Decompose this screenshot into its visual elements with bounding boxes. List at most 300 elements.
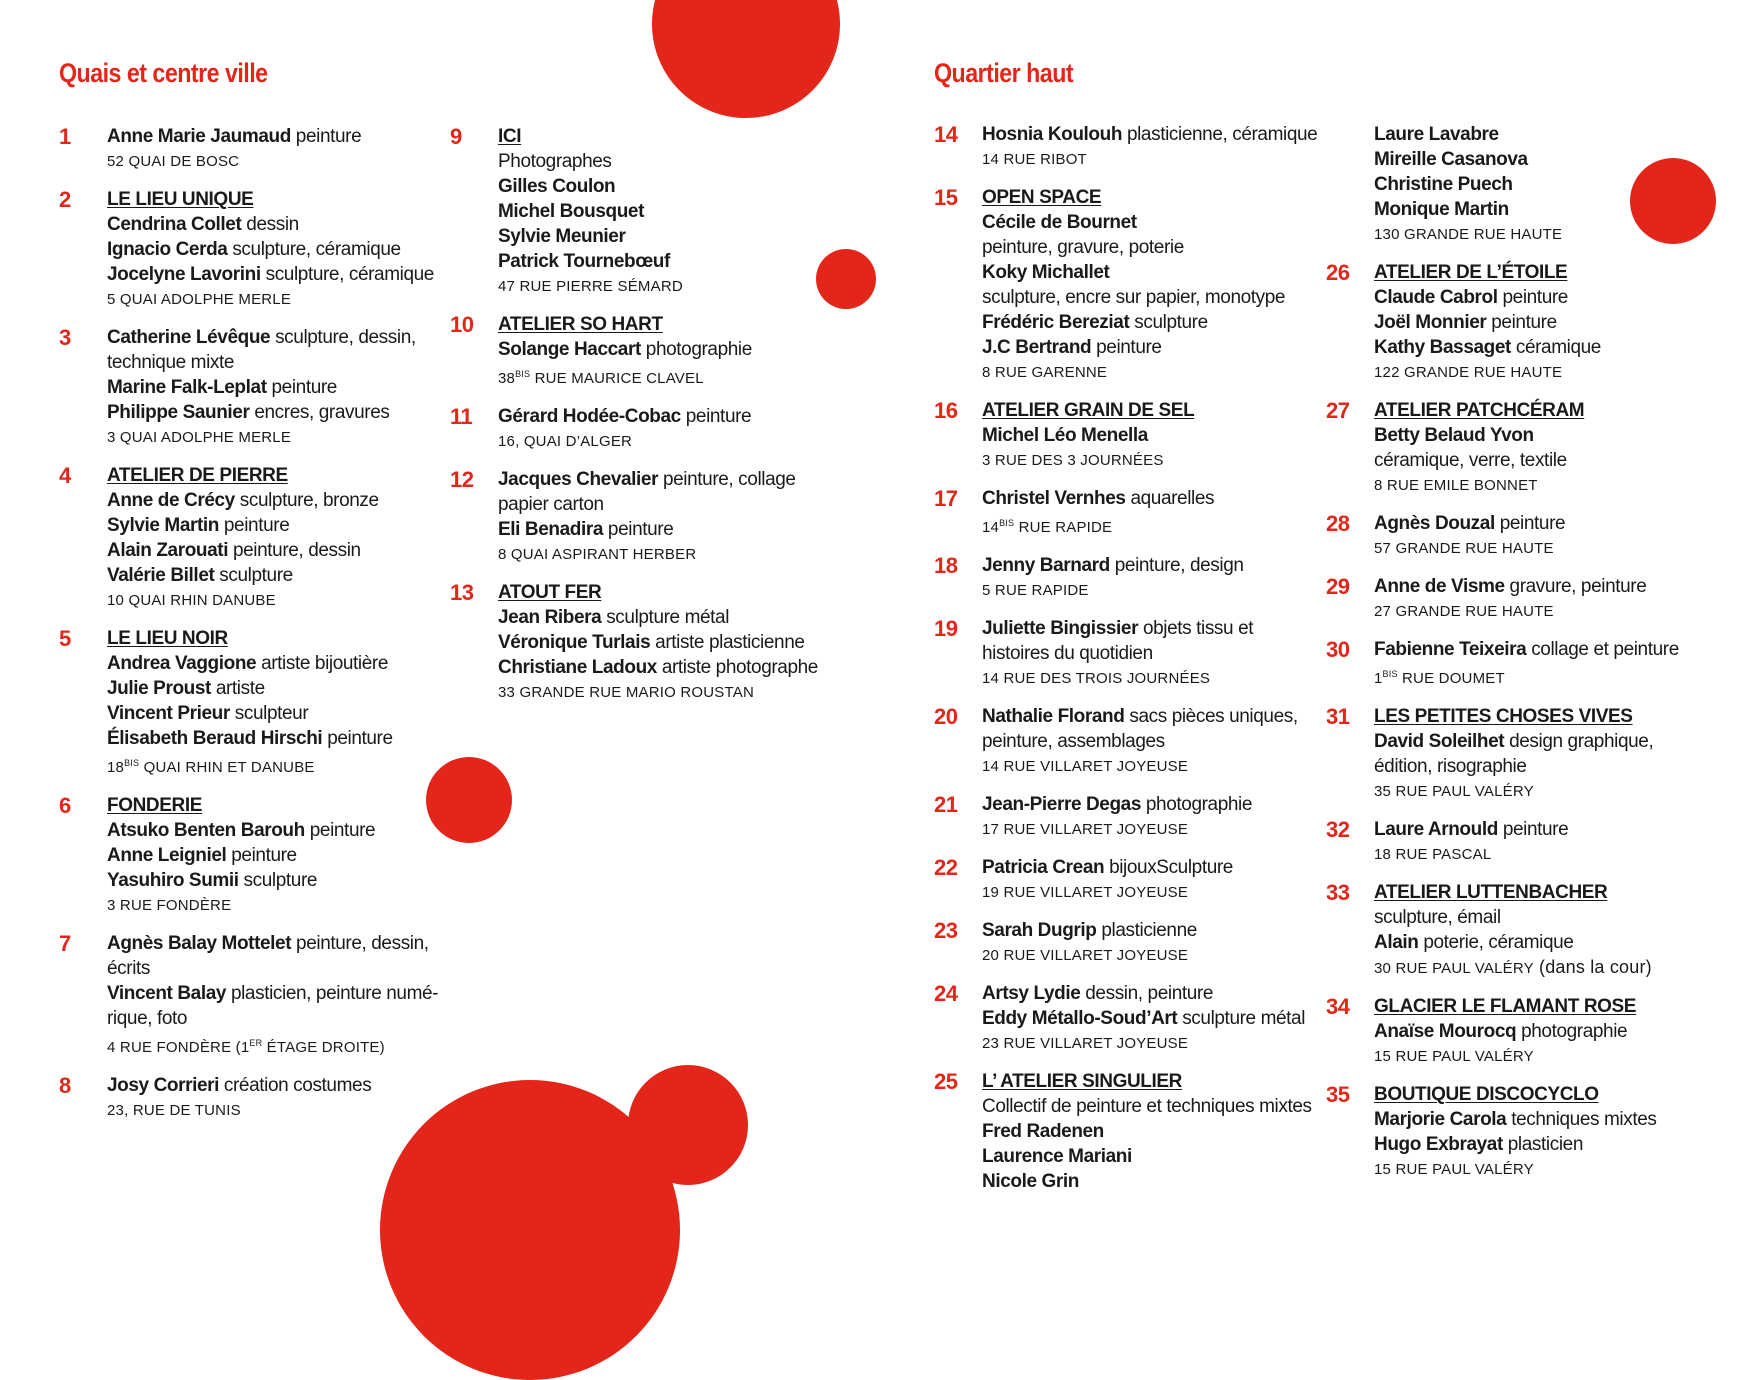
address-part: 14 [982,519,1000,536]
column-quartier-right [1326,122,1726,1195]
artist-discipline: photographie [1516,1021,1628,1042]
artist-line [982,1094,1354,1119]
address [107,287,479,312]
artist-line [982,1006,1354,1031]
artist-name: Anne Leigniel [107,845,227,866]
address-text: 3 QUAI ADOLPHE MERLE [107,429,292,446]
artist-name: Michel Léo Menella [982,425,1148,446]
artist-line [107,843,479,868]
address [498,542,870,567]
artist-discipline: peinture [603,519,674,540]
artist-name: Koky Michallet [982,262,1110,283]
artist-name: Philippe Saunier [107,402,250,423]
artist-line [982,285,1354,310]
artist-discipline: collage et peinture [1526,639,1679,660]
artist-name: Marine Falk-Leplat [107,377,267,398]
decorative-circle-top [652,0,840,118]
address-text: 35 RUE PAUL VALÉRY [1374,783,1534,800]
address [107,149,479,174]
entry-number: 19 [934,616,958,641]
artist-discipline: sculpture, dessin, [270,327,416,348]
artist-line [107,956,479,981]
entry-number: 25 [934,1069,958,1094]
artist-discipline: objets tissu et [1138,618,1254,639]
address-superscript: ER [249,1038,263,1048]
listing-entry [450,580,870,705]
artist-name: Catherine Lévêque [107,327,271,348]
address [1374,536,1726,561]
address-superscript: BIS [124,758,140,768]
address [1374,1157,1726,1182]
listing-entry [1326,574,1726,624]
address-text: 33 GRANDE RUE MARIO ROUSTAN [498,684,754,701]
artist-line [1374,172,1726,197]
artist-line [1374,905,1726,930]
entry-number: 1 [59,124,71,149]
artist-name: Atsuko Benten Barouh [107,820,305,841]
listing-entry [450,467,870,567]
entry-number: 34 [1326,994,1350,1019]
artist-discipline: aquarelles [1125,488,1215,509]
address [1374,1044,1726,1069]
artist-name: Ignacio Cerda [107,239,228,260]
address [982,817,1354,842]
address-text: 15 RUE PAUL VALÉRY [1374,1048,1534,1065]
artist-name: Cendrina Collet [107,214,242,235]
address [982,666,1354,691]
artist-discipline: peinture, gravure, poterie [982,237,1184,258]
artist-name: Monique Martin [1374,199,1509,220]
address-text: 16, QUAI D’ALGER [498,433,633,450]
artist-discipline: peinture [1494,513,1566,534]
entry-number: 30 [1326,637,1350,662]
address [1374,473,1726,498]
artist-line [107,538,479,563]
artist-line [107,350,479,375]
artist-name: Anne Marie Jaumaud [107,126,291,147]
venue-name: ATELIER GRAIN DE SEL [982,400,1195,421]
artist-name: Jacques Chevalier [498,469,659,490]
address-text: 15 RUE PAUL VALÉRY [1374,1161,1534,1178]
address-text: 8 RUE EMILE BONNET [1374,477,1538,494]
artist-discipline: sculpteur [229,703,309,724]
artist-discipline: peinture [290,126,362,147]
venue-name: ATELIER LUTTENBACHER [1374,882,1608,903]
address-text: 3 RUE DES 3 JOURNÉES [982,452,1164,469]
address [982,754,1354,779]
artist-discipline: sculpture, céramique [227,239,401,260]
artist-line [982,641,1354,666]
address [982,360,1354,385]
artist-line [982,260,1354,285]
address [1374,842,1726,867]
venue-name: ATELIER PATCHCÉRAM [1374,400,1585,421]
address [1374,779,1726,804]
address-text: 5 RUE RAPIDE [982,582,1089,599]
artist-discipline: plasticienne [1096,920,1197,941]
listing-entry [59,187,479,312]
address-text: 14 RUE VILLARET JOYEUSE [982,758,1189,775]
listing-entry [450,404,870,454]
artist-name: Agnès Douzal [1374,513,1495,534]
address [1374,599,1726,624]
venue-name: GLACIER LE FLAMANT ROSE [1374,996,1637,1017]
artist-name: Anne de Crécy [107,490,235,511]
address-text: 23 RUE VILLARET JOYEUSE [982,1035,1189,1052]
address-text: RUE RAPIDE [1014,519,1113,536]
artist-line [498,605,870,630]
listing-entry [934,792,1354,842]
artist-name: David Soleilhet [1374,731,1505,752]
artist-discipline: encres, gravures [249,402,390,423]
artist-discipline: écrits [107,958,150,979]
artist-name: Julie Proust [107,678,211,699]
artist-discipline: technique mixte [107,352,235,373]
artist-line [498,224,870,249]
artist-name: Juliette Bingissier [982,618,1139,639]
column-quais-right [450,124,870,718]
artist-line [982,616,1354,641]
address-text: 57 GRANDE RUE HAUTE [1374,540,1554,557]
listing-entry [1326,637,1726,691]
address [107,751,479,780]
artist-line [107,651,479,676]
venue-name: FONDERIE [107,795,202,816]
address [982,511,1354,540]
address-text: 130 GRANDE RUE HAUTE [1374,226,1563,243]
listing-entry [934,981,1354,1056]
listing-entry [934,855,1354,905]
entry-number: 6 [59,793,71,818]
artist-name: Kathy Bassaget [1374,337,1511,358]
entry-number: 3 [59,325,71,350]
artist-name: Joël Monnier [1374,312,1487,333]
artist-line [107,726,479,751]
artist-line [1374,729,1726,754]
artist-discipline: sculpture, bronze [234,490,379,511]
artist-discipline: peinture [1497,819,1569,840]
artist-discipline: peinture, assemblages [982,731,1165,752]
address [498,429,870,454]
artist-line [1374,122,1726,147]
artist-name: Vincent Prieur [107,703,230,724]
artist-name: Mireille Casanova [1374,149,1528,170]
entry-number: 2 [59,187,71,212]
artist-line [498,337,870,362]
address-text: 10 QUAI RHIN DANUBE [107,592,276,609]
address-text: 17 RUE VILLARET JOYEUSE [982,821,1189,838]
artist-name: Frédéric Bereziat [982,312,1130,333]
artist-line [982,792,1354,817]
artist-name: Jenny Barnard [982,555,1110,576]
entry-number: 20 [934,704,958,729]
address-text: 3 RUE FONDÈRE [107,897,232,914]
artist-discipline: sculpture métal [601,607,730,628]
entry-number: 23 [934,918,958,943]
listing-entry [59,124,479,174]
entry-number: 18 [934,553,958,578]
artist-line [1374,511,1726,536]
artist-line [982,310,1354,335]
listing-entry [934,398,1354,473]
address-superscript: BIS [1382,669,1398,679]
entry-number: 13 [450,580,474,605]
listing-entry [1326,260,1726,385]
entry-number: 26 [1326,260,1350,285]
artist-discipline: techniques mixtes [1506,1109,1657,1130]
artist-name: Laure Arnould [1374,819,1498,840]
artist-name: Élisabeth Beraud Hirschi [107,728,323,749]
artist-name: Véronique Turlais [498,632,651,653]
artist-discipline: peinture [1091,337,1162,358]
artist-discipline: photographie [640,339,752,360]
artist-name: Christiane Ladoux [498,657,657,678]
listing-entry [1326,122,1726,247]
artist-discipline: peinture, dessin, [291,933,429,954]
venue-name: LES PETITES CHOSES VIVES [1374,706,1633,727]
artist-discipline: peinture, design [1109,555,1244,576]
venue-name: ATELIER SO HART [498,314,663,335]
listing-entry [1326,1082,1726,1182]
venue-name: OPEN SPACE [982,187,1102,208]
address-text: 23, RUE DE TUNIS [107,1102,241,1119]
artist-name: Jocelyne Lavorini [107,264,261,285]
artist-name: J.C Bertrand [982,337,1092,358]
address-text: 47 RUE PIERRE SÉMARD [498,278,683,295]
artist-name: Nathalie Florand [982,706,1125,727]
artist-line [1374,310,1726,335]
address-superscript: BIS [999,518,1015,528]
artist-name: Jean-Pierre Degas [982,794,1142,815]
artist-discipline: dessin [241,214,299,235]
entry-number: 11 [450,404,473,429]
address [107,588,479,613]
venue-name: BOUTIQUE DISCOCYCLO [1374,1084,1599,1105]
artist-line [1374,1019,1726,1044]
address [1374,662,1726,691]
address-text: ÉTAGE DROITE) [262,1039,385,1056]
artist-line [982,1119,1354,1144]
artist-name: Christine Puech [1374,174,1513,195]
artist-line [1374,423,1726,448]
artist-name: Marjorie Carola [1374,1109,1507,1130]
entry-number: 17 [934,486,958,511]
artist-name: Valérie Billet [107,565,215,586]
artist-line [982,704,1354,729]
entry-number: 33 [1326,880,1350,905]
listing-entry [1326,398,1726,498]
listing-entry [450,124,870,299]
address [982,147,1354,172]
address [107,893,479,918]
listing-entry [59,931,479,1060]
artist-name: Vincent Balay [107,983,227,1004]
address-part: 18 [107,759,125,776]
entry-number: 35 [1326,1082,1350,1107]
artist-line [1374,930,1726,955]
artist-name: Gérard Hodée-Cobac [498,406,681,427]
listing-entry [1326,817,1726,867]
address-superscript: BIS [515,369,531,379]
address [498,680,870,705]
artist-line [107,868,479,893]
address-text: 8 QUAI ASPIRANT HERBER [498,546,697,563]
artist-discipline: sculpture, céramique [260,264,434,285]
artist-line [107,931,479,956]
entry-number: 8 [59,1073,71,1098]
artist-discipline: sculpture [214,565,293,586]
listing-entry [934,553,1354,603]
address [982,1031,1354,1056]
artist-name: Artsy Lydie [982,983,1081,1004]
artist-line [107,488,479,513]
section-title-quais: Quais et centre ville [59,58,268,88]
address-text: 20 RUE VILLARET JOYEUSE [982,947,1189,964]
address [982,880,1354,905]
column-quartier-left [934,122,1354,1207]
artist-name: Yasuhiro Sumii [107,870,239,891]
artist-line [498,199,870,224]
artist-line [982,1144,1354,1169]
listing-entry [1326,704,1726,804]
artist-line [982,981,1354,1006]
entry-number: 22 [934,855,958,880]
venue-name: ATOUT FER [498,582,602,603]
address [1374,955,1726,981]
artist-line [498,174,870,199]
artist-discipline: sculpture, encre sur papier, monotype [982,287,1286,308]
entry-number: 29 [1326,574,1350,599]
artist-name: Alain Zarouati [107,540,229,561]
listing-entry [934,185,1354,385]
artist-line [982,918,1354,943]
listing-entry [59,1073,479,1123]
address [107,1031,479,1060]
listing-entry [59,793,479,918]
artist-discipline: plasticien [1502,1134,1583,1155]
address [982,578,1354,603]
entry-number: 9 [450,124,462,149]
listing-entry [934,122,1354,172]
artist-line [982,423,1354,448]
address-text: 122 GRANDE RUE HAUTE [1374,364,1563,381]
artist-discipline: gravure, peinture [1504,576,1647,597]
address-part: 1 [1374,670,1383,687]
artist-line [498,517,870,542]
address-text: 18 RUE PASCAL [1374,846,1492,863]
artist-line [1374,335,1726,360]
artist-discipline: artiste [210,678,265,699]
artist-line [107,212,479,237]
entry-number: 16 [934,398,958,423]
artist-line [982,553,1354,578]
artist-line [107,400,479,425]
artist-name: Cécile de Bournet [982,212,1137,233]
address-text: 30 RUE PAUL VALÉRY [1374,960,1534,977]
address-part: 4 RUE FONDÈRE (1 [107,1039,250,1056]
artist-line [982,855,1354,880]
artist-name: Andrea Vaggione [107,653,257,674]
artist-discipline: sculpture [238,870,318,891]
venue-name: ATELIER DE PIERRE [107,465,288,486]
address-text: 14 RUE DES TROIS JOURNÉES [982,670,1211,687]
artist-discipline: sculpture [1129,312,1208,333]
artist-discipline: peinture [680,406,752,427]
listing-entry [1326,994,1726,1069]
artist-name: Anaïse Mourocq [1374,1021,1517,1042]
listing-entry [1326,511,1726,561]
venue-name: ATELIER DE L’ÉTOILE [1374,262,1568,283]
artist-name: Alain [1374,932,1419,953]
address-part: 38 [498,370,516,387]
entry-number: 5 [59,626,71,651]
artist-name: Laure Lavabre [1374,124,1499,145]
artist-discipline: plasticienne, céramique [1122,124,1318,145]
artist-line [1374,197,1726,222]
artist-discipline: céramique [1510,337,1601,358]
entry-number: 27 [1326,398,1350,423]
artist-line [1374,1132,1726,1157]
artist-name: Christel Vernhes [982,488,1126,509]
artist-line [1374,147,1726,172]
listing-entry [934,1069,1354,1194]
artist-name: Patrick Tournebœuf [498,251,670,272]
artist-discipline: artiste bijoutière [256,653,389,674]
artist-line [982,1169,1354,1194]
entry-number: 24 [934,981,958,1006]
entry-number: 14 [934,122,958,147]
artist-discipline: peinture [1497,287,1568,308]
artist-line [982,335,1354,360]
artist-name: Patricia Crean [982,857,1105,878]
artist-discipline: peinture [226,845,297,866]
column-quais-left [59,124,479,1136]
artist-name: Jean Ribera [498,607,602,628]
artist-discipline: design graphique, [1504,731,1654,752]
listing-entry [934,918,1354,968]
artist-discipline: céramique, verre, textile [1374,450,1567,471]
listing-entry [1326,880,1726,981]
listing-entry [934,616,1354,691]
address-text: 52 QUAI DE BOSC [107,153,240,170]
address-note: (dans la cour) [1533,957,1652,977]
venue-name: L’ ATELIER SINGULIER [982,1071,1182,1092]
artist-discipline: poterie, céramique [1418,932,1574,953]
artist-name: Michel Bousquet [498,201,645,222]
artist-discipline: peinture, collage [658,469,796,490]
artist-name: Eli Benadira [498,519,604,540]
listing-entry [59,325,479,450]
address-text: 27 GRANDE RUE HAUTE [1374,603,1554,620]
entry-number: 7 [59,931,71,956]
artist-discipline: sacs pièces uniques, [1124,706,1298,727]
artist-discipline: sculpture métal [1177,1008,1306,1029]
artist-discipline: dessin, peinture [1080,983,1213,1004]
artist-discipline: histoires du quotidien [982,643,1153,664]
artist-name: Betty Belaud Yvon [1374,425,1534,446]
artist-discipline: Collectif de peinture et techniques mixtes [982,1096,1312,1117]
artist-line [107,1006,479,1031]
address-text: 19 RUE VILLARET JOYEUSE [982,884,1189,901]
entry-number: 32 [1326,817,1350,842]
decorative-circle-bottom-small [628,1065,748,1185]
artist-discipline: édition, risographie [1374,756,1527,777]
entry-number: 10 [450,312,474,337]
entry-number: 12 [450,467,474,492]
artist-line [107,818,479,843]
artist-discipline: sculpture, émail [1374,907,1501,928]
artist-name: Sylvie Meunier [498,226,626,247]
